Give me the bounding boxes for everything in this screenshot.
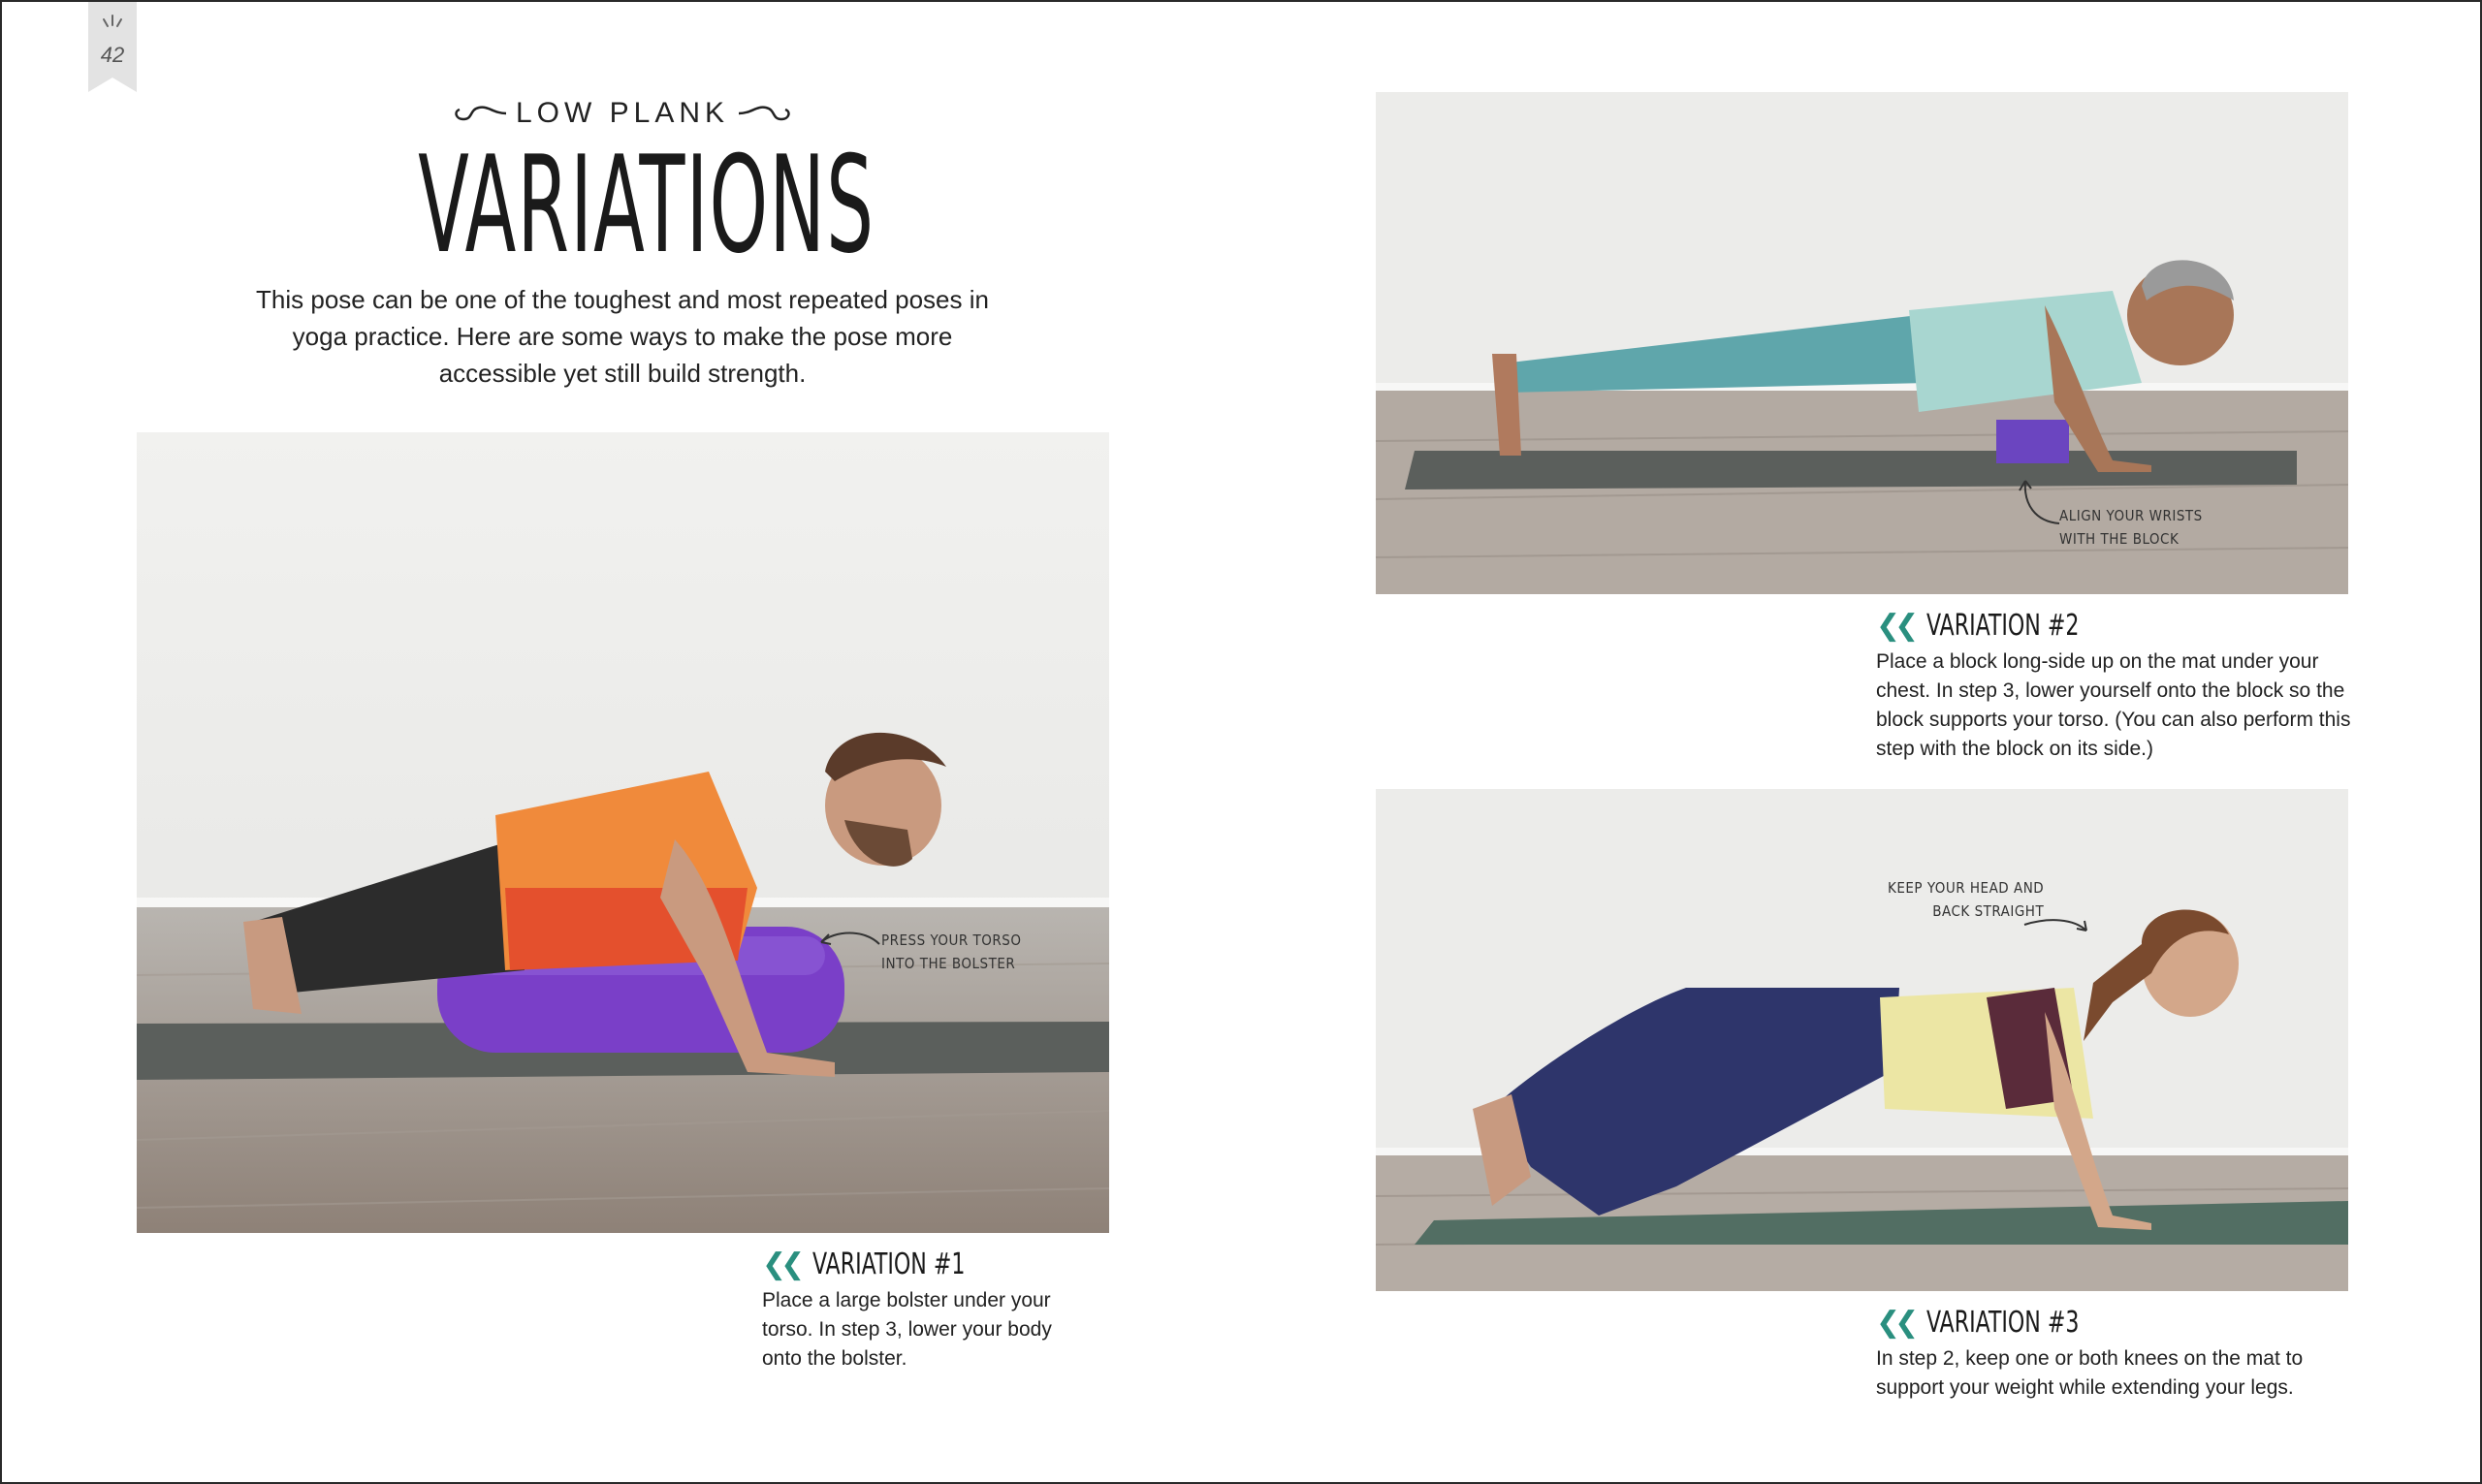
variation-3-heading [1876, 1304, 2113, 1342]
double-chevron-left-icon: ❮❮ [762, 1247, 800, 1281]
page-title: VARIATIONS [418, 127, 875, 283]
page-number: 42 [100, 43, 125, 67]
variation-1-heading [762, 1246, 999, 1284]
variation-1-title: VARIATION #1 [812, 1247, 966, 1281]
variation-2-body: Place a block long-side up on the mat under your chest. In step 3, lower yourself onto the block so the block supports your torso. (You can also perform this step with the block on its side.) [1876, 650, 2351, 760]
kicker-text: LOW PLANK [515, 97, 730, 129]
variation-2-photo [1376, 92, 2348, 594]
annotation-3-line2: BACK STRAIGHT [1932, 902, 2045, 920]
annotation-3-line1: KEEP YOUR HEAD AND [1888, 879, 2045, 897]
annotation-2-arrow-icon [2016, 475, 2064, 533]
annotation-3-arrow-icon [2021, 898, 2093, 936]
right-flourish-icon [737, 102, 795, 125]
page-number-ribbon [88, 2, 137, 92]
intro-paragraph: This pose can be one of the toughest and most repeated poses in yoga practice. Here are some ways to make the pose more accessible yet still build strength. [256, 285, 989, 388]
variation-2-heading [1876, 607, 2113, 646]
variation-1-photo [137, 432, 1109, 1233]
variation-2-title: VARIATION #2 [1926, 609, 2080, 643]
left-flourish-icon [450, 102, 508, 125]
double-chevron-left-icon: ❮❮ [1876, 1306, 1914, 1340]
variation-3-title: VARIATION #3 [1926, 1306, 2080, 1340]
variation-3-body: In step 2, keep one or both knees on the mat to support your weight while extending your legs. [1876, 1347, 2304, 1399]
annotation-2 [2059, 504, 2203, 551]
annotation-2-line1: ALIGN YOUR WRISTS [2059, 507, 2203, 524]
annotation-1 [881, 929, 1021, 975]
annotation-1-line2: INTO THE BOLSTER [881, 955, 1016, 972]
annotation-2-line2: WITH THE BLOCK [2059, 530, 2180, 548]
variation-1-body: Place a large bolster under your torso. In step 3, lower your body onto the bolster. [762, 1289, 1052, 1370]
variation-3-photo [1376, 789, 2348, 1291]
annotation-1-line1: PRESS YOUR TORSO [881, 931, 1022, 949]
annotation-1-arrow-icon [815, 927, 883, 956]
double-chevron-left-icon: ❮❮ [1876, 609, 1914, 643]
